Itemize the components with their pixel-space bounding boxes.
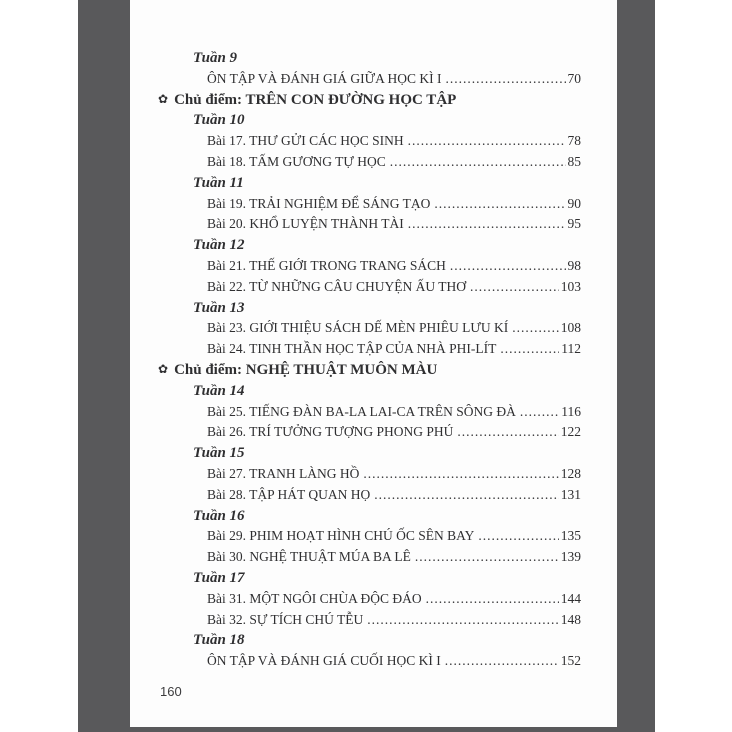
- toc-entry-row: [130, 547, 581, 568]
- dot-leader: [374, 485, 558, 506]
- dot-leader: [408, 131, 566, 152]
- entry-page-number: 112: [561, 341, 581, 357]
- toc-week-row: [130, 173, 581, 194]
- dot-leader: [363, 464, 558, 485]
- entry-title: Bài 23. GIỚI THIỆU SÁCH DẾ MÈN PHIÊU LƯU KÍ: [207, 320, 509, 336]
- florette-icon: ✿: [158, 361, 169, 376]
- week-label: Tuần 10: [193, 112, 245, 129]
- entry-title: ÔN TẬP VÀ ĐÁNH GIÁ CUỐI HỌC KÌ I: [207, 653, 441, 669]
- entry-title: Bài 17. THƯ GỬI CÁC HỌC SINH: [207, 133, 404, 149]
- toc-week-row: [130, 506, 581, 527]
- toc-week-row: [130, 235, 581, 256]
- toc-entry-row: [130, 464, 581, 485]
- entry-page-number: 98: [567, 257, 581, 273]
- toc-list: [130, 48, 581, 672]
- dot-leader: [457, 422, 558, 443]
- week-label: Tuần 18: [193, 632, 245, 649]
- toc-entry-row: [130, 152, 581, 173]
- entry-page-number: 90: [567, 195, 581, 211]
- toc-week-row: [130, 110, 581, 131]
- dot-leader: [434, 194, 565, 215]
- week-label: Tuần 15: [193, 445, 245, 462]
- toc-entry-row: [130, 194, 581, 215]
- entry-title: Bài 24. TINH THẦN HỌC TẬP CỦA NHÀ PHI-LÍT: [207, 341, 497, 357]
- toc-week-row: [130, 568, 581, 589]
- entry-title: Bài 29. PHIM HOẠT HÌNH CHÚ ỐC SÊN BAY: [207, 528, 475, 544]
- entry-page-number: 144: [560, 590, 581, 606]
- dot-leader: [408, 214, 566, 235]
- entry-page-number: 103: [560, 278, 581, 294]
- toc-week-row: [130, 298, 581, 319]
- toc-entry-row: [130, 318, 581, 339]
- entry-page-number: 108: [560, 320, 581, 336]
- entry-title: Bài 20. KHỔ LUYỆN THÀNH TÀI: [207, 216, 404, 232]
- entry-title: Bài 27. TRANH LÀNG HỒ: [207, 465, 360, 481]
- dot-leader: [520, 402, 559, 423]
- entry-title: Bài 28. TẬP HÁT QUAN HỌ: [207, 486, 371, 502]
- entry-page-number: 95: [567, 216, 581, 232]
- dot-leader: [426, 589, 559, 610]
- toc-entry-row: [130, 422, 581, 443]
- toc-week-row: [130, 630, 581, 651]
- toc-entry-row: [130, 402, 581, 423]
- dot-leader: [415, 547, 559, 568]
- entry-page-number: 139: [560, 549, 581, 565]
- dot-leader: [445, 69, 565, 90]
- entry-page-number: 128: [560, 465, 581, 481]
- week-label: Tuần 17: [193, 569, 245, 586]
- dot-leader: [450, 256, 566, 277]
- toc-entry-row: [130, 526, 581, 547]
- entry-page-number: 85: [567, 153, 581, 169]
- florette-icon: ✿: [158, 91, 169, 106]
- entry-page-number: 78: [567, 133, 581, 149]
- entry-page-number: 116: [561, 403, 581, 419]
- entry-title: Bài 32. SỰ TÍCH CHÚ TỄU: [207, 611, 364, 627]
- toc-theme-row: [130, 90, 581, 111]
- toc-entry-row: [130, 610, 581, 631]
- dot-leader: [500, 339, 559, 360]
- toc-theme-row: [130, 360, 581, 381]
- dot-leader: [512, 318, 559, 339]
- toc-week-row: [130, 381, 581, 402]
- entry-page-number: 152: [560, 653, 581, 669]
- entry-page-number: 70: [567, 70, 581, 86]
- entry-title: Bài 25. TIẾNG ĐÀN BA-LA LAI-CA TRÊN SÔNG ĐÀ: [207, 403, 516, 419]
- toc-entry-row: [130, 69, 581, 90]
- entry-title: Bài 26. TRÍ TƯỞNG TƯỢNG PHONG PHÚ: [207, 424, 454, 440]
- week-label: Tuần 11: [193, 174, 244, 191]
- toc-entry-row: [130, 339, 581, 360]
- week-label: Tuần 16: [193, 507, 245, 524]
- toc-entry-row: [130, 277, 581, 298]
- entry-title: Bài 21. THẾ GIỚI TRONG TRANG SÁCH: [207, 257, 446, 273]
- toc-entry-row: [130, 131, 581, 152]
- entry-page-number: 122: [560, 424, 581, 440]
- dot-leader: [478, 526, 558, 547]
- toc-page: [130, 0, 617, 727]
- toc-week-row: [130, 443, 581, 464]
- week-label: Tuần 9: [193, 50, 238, 66]
- entry-title: Bài 19. TRẢI NGHIỆM ĐỂ SÁNG TẠO: [207, 195, 431, 211]
- dot-leader: [390, 152, 566, 173]
- toc-entry-row: [130, 256, 581, 277]
- entry-title: Bài 30. NGHỆ THUẬT MÚA BA LÊ: [207, 549, 411, 565]
- entry-page-number: 135: [560, 528, 581, 544]
- entry-page-number: 131: [560, 486, 581, 502]
- book-photo-backdrop: [78, 0, 655, 732]
- week-label: Tuần 13: [193, 299, 245, 316]
- entry-title: ÔN TẬP VÀ ĐÁNH GIÁ GIỮA HỌC KÌ I: [207, 70, 442, 86]
- toc-entry-row: [130, 214, 581, 235]
- entry-page-number: 148: [560, 611, 581, 627]
- entry-title: Bài 31. MỘT NGÔI CHÙA ĐỘC ĐÁO: [207, 590, 422, 606]
- dot-leader: [470, 277, 559, 298]
- dot-leader: [445, 651, 559, 672]
- entry-title: Bài 18. TẤM GƯƠNG TỰ HỌC: [207, 153, 386, 169]
- dot-leader: [367, 610, 559, 631]
- week-label: Tuần 14: [193, 382, 245, 399]
- toc-entry-row: [130, 651, 581, 672]
- page-number: 160: [160, 684, 182, 699]
- toc-entry-row: [130, 589, 581, 610]
- toc-entry-row: [130, 485, 581, 506]
- theme-label: Chủ điểm: TRÊN CON ĐƯỜNG HỌC TẬP: [174, 91, 457, 108]
- week-label: Tuần 12: [193, 237, 245, 254]
- theme-label: Chủ điểm: NGHỆ THUẬT MUÔN MÀU: [174, 361, 438, 378]
- entry-title: Bài 22. TỪ NHỮNG CÂU CHUYỆN ẤU THƠ: [207, 278, 466, 294]
- toc-week-row: [130, 48, 581, 69]
